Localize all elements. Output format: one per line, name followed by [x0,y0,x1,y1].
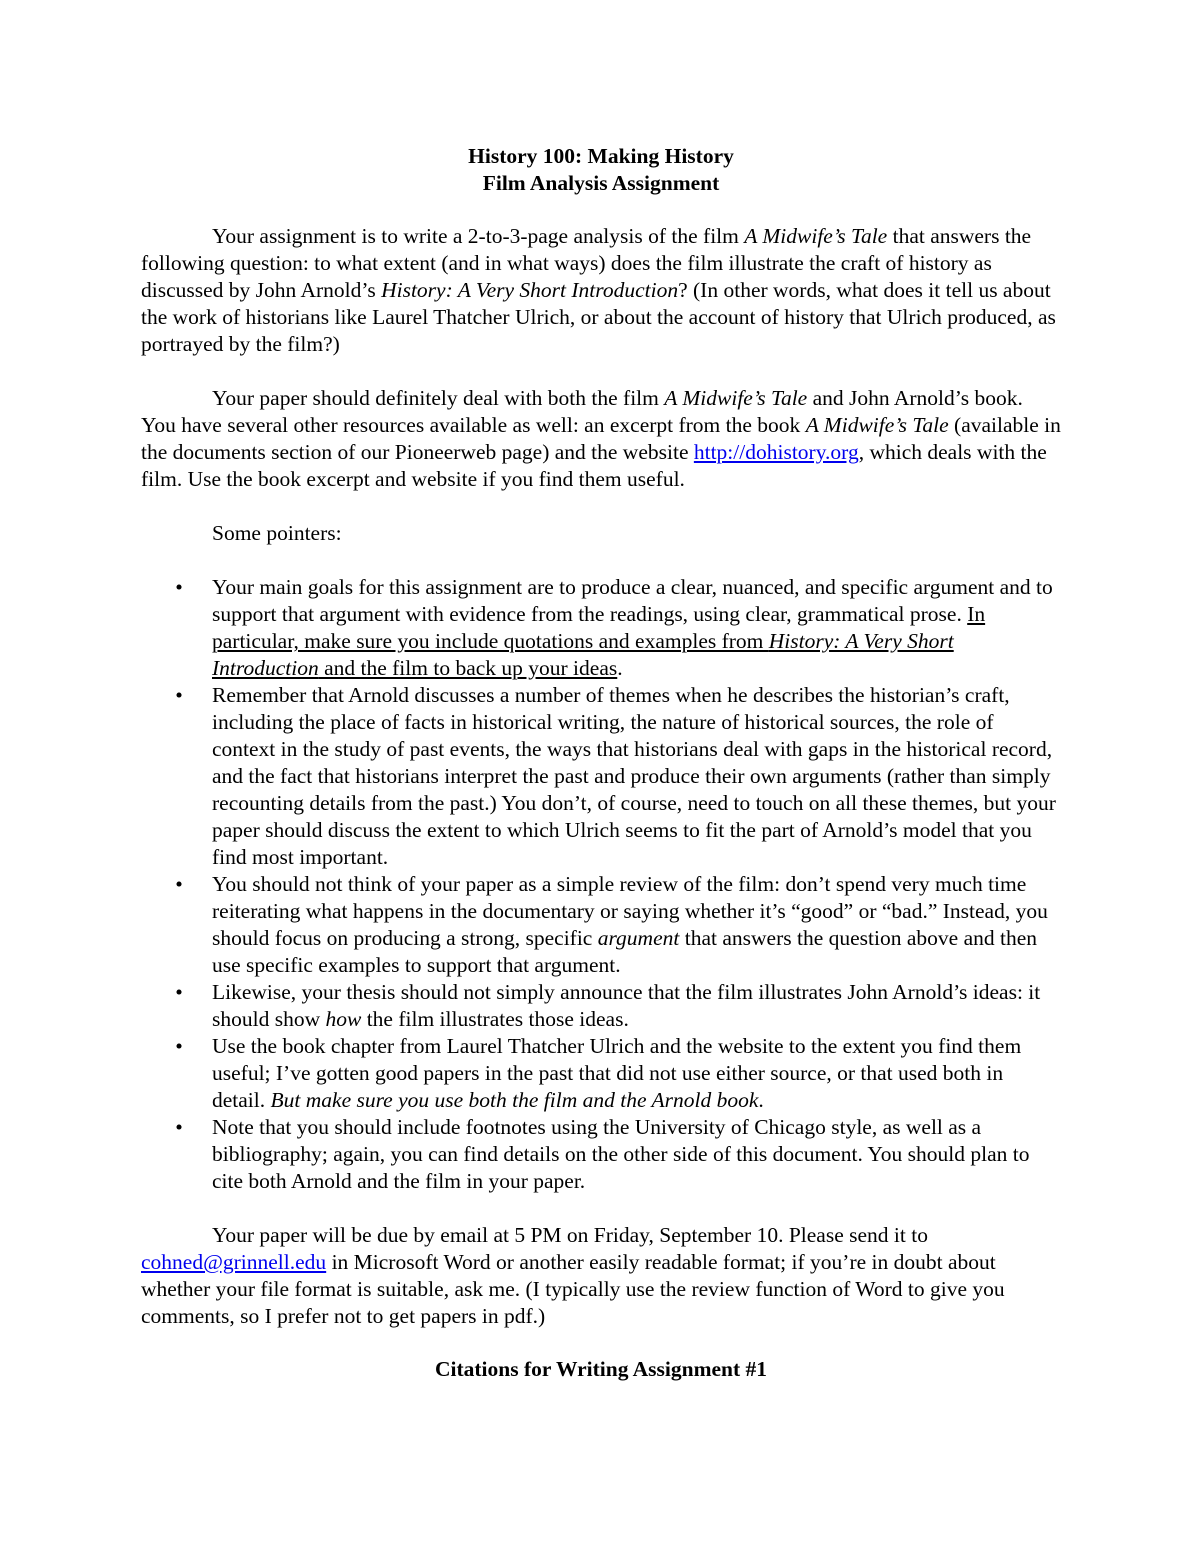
closing-paragraph [141,1222,1061,1330]
text-run: , which deals with the film. Use the book excerpt and website if you find them useful. [141,440,1047,491]
text-run: Your main goals for this assignment are to produce a clear, nuanced, and specific argument and to support that argument with evidence from the readings, using clear, grammatical prose. [212,575,1053,626]
intro-paragraph-1 [141,223,1061,358]
document-page [141,143,1061,1383]
text-run: Remember that Arnold discusses a number of themes when he describes the historian’s craft, including the place of facts in historical writing, the nature of historical sources, the role of context in the study of past events, the ways that historians deal with gaps in the historical record, and the fact that historians interpret the past and produce their own arguments (rather than simply recounting details from the past.) You don’t, of course, need to touch on all these themes, but your paper should discuss the extent to which Ulrich seems to fit the part of Arnold’s model that you find most important. [212,683,1056,869]
spacer [141,1195,1061,1222]
list-item [175,1033,1061,1114]
bullet-icon: • [175,1115,183,1139]
bullet-icon: • [175,980,183,1004]
text-run: and John Arnold’s book. You have several other resources available as well: an excerpt from the book [141,386,1023,437]
text-run: . [617,656,623,680]
intro-paragraph-2 [141,385,1061,493]
emphasis: But make sure you use both the film and the Arnold book [270,1088,759,1112]
dohistory-link[interactable]: http://dohistory.org [693,440,859,464]
text-run: Note that you should include footnotes using the University of Chicago style, as well as a bibliography; again, you can find details on the other side of this document. You should plan to cite both Arnold and the film in your paper. [212,1115,1030,1193]
spacer [141,358,1061,385]
text-run: ? (In other words, what does it tell us about the work of historians like Laurel Thatcher Ulrich, or about the account of history that Ulrich produced, as portrayed by the film?) [141,278,1056,356]
film-title: A Midwife’s Tale [744,224,888,248]
list-item [175,682,1061,871]
text-run: You should not think of your paper as a simple review of the film: don’t spend very much time reiterating what happens in the documentary or saying whether it’s “good” or “bad.” Instead, you should focus on producing a strong, specific [212,872,1048,950]
book-title: History: A Very Short Introduction [381,278,679,302]
list-item [175,871,1061,979]
assignment-title: Film Analysis Assignment [482,171,720,195]
book-title: History: A Very Short Introduction [212,629,954,680]
spacer [141,197,1061,223]
citations-heading: Citations for Writing Assignment #1 [434,1357,768,1381]
text-run: Your assignment is to write a 2-to-3-page analysis of the film [212,224,745,248]
text-run: In particular, make sure you include quotations and examples from [212,602,986,653]
course-title: History 100: Making History [468,144,734,168]
emphasis: how [325,1007,362,1031]
book-title: A Midwife’s Tale [805,413,949,437]
text-run: in Microsoft Word or another easily readable format; if you’re in doubt about whether your file format is suitable, ask me. (I typically use the review function of Word to give you comments, so I prefer not to get papers in pdf.) [141,1250,1005,1328]
email-link[interactable]: cohned@grinnell.edu [141,1250,327,1274]
film-title: A Midwife’s Tale [664,386,808,410]
spacer [141,1330,1061,1356]
text-run: Your paper should definitely deal with both the film [212,386,665,410]
text-run: (available in the documents section of our Pioneerweb page) and the website [141,413,1061,464]
list-item [175,574,1061,682]
spacer [141,547,1061,574]
spacer [141,493,1061,520]
bullet-icon: • [175,575,183,599]
text-run: the film illustrates those ideas. [361,1007,629,1031]
emphasis: argument [597,926,680,950]
text-run: that answers the question above and then use specific examples to support that argument. [212,926,1037,977]
text-run: Your paper will be due by email at 5 PM on Friday, September 10. Please send it to [212,1223,928,1247]
list-item [175,979,1061,1033]
text-run: Use the book chapter from Laurel Thatcher Ulrich and the website to the extent you find them useful; I’ve gotten good papers in the past that did not use either source, or that used both in detail. [212,1034,1022,1112]
bullet-icon: • [175,683,183,707]
text-run: . [758,1088,764,1112]
text-run: that answers the following question: to what extent (and in what ways) does the film illustrate the craft of history as discussed by John Arnold’s [141,224,1032,302]
list-item [175,1114,1061,1195]
text-run: and the film to back up your ideas [318,656,618,680]
bullet-icon: • [175,1034,183,1058]
bullet-icon: • [175,872,183,896]
pointers-list [141,574,1061,1195]
pointers-label: Some pointers: [212,521,342,545]
text-run: Likewise, your thesis should not simply announce that the film illustrates John Arnold’s ideas: it should show [212,980,1041,1031]
